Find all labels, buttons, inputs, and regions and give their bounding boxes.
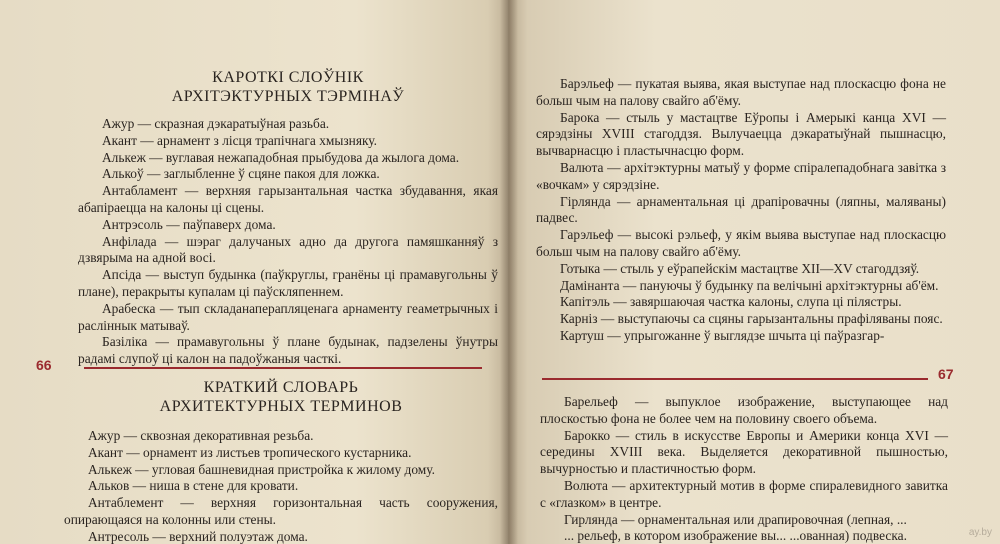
dictionary-entry: Волюта — архитектурный мотив в форме спиралевидного завитка с «глазком» в центре. — [540, 477, 948, 510]
page-separator-line — [84, 367, 482, 369]
page-number: 66 — [36, 357, 52, 373]
dictionary-entry: Алькеж — угловая башневидная пристройка к жилому дому. — [88, 461, 435, 477]
section-title-line-1: КАРОТКІ СЛОЎНІК — [212, 69, 364, 86]
dictionary-entry: ... рельеф, в котором изображение вы... ...ованная) подвеска. — [564, 528, 907, 544]
dictionary-entry: Алькеж — вуглавая нежападобная прыбудова да жылога дома. — [102, 149, 460, 165]
dictionary-entry: Антресоль — верхний полуэтаж дома. — [88, 528, 308, 544]
dictionary-entry: Готыка — стыль у еўрапейскім мастацтве XII—XV стагоддзяў. — [560, 260, 920, 276]
dictionary-entry: Антаблемент — верхняя горизонтальная часть сооружения, опирающаяся на колонны или стены. — [64, 495, 498, 527]
dictionary-entry: Антабламент — верхняя гарызантальная частка збудавання, якая абапіраецца на калоны ці сцены. — [78, 183, 498, 215]
dictionary-entry: Капітэль — завяршаючая частка калоны, слупа ці пілястры. — [560, 294, 902, 310]
dictionary-entry: Анфілада — шэраг далучаных адно да другога памяшканняў з дзвярыма на адной восі. — [78, 233, 498, 266]
dictionary-entry: Апсіда — выступ будынка (паўкруглы, гранёны ці прамавугольны ў плане), перакрыты купалам ці паўскляпеннем. — [78, 267, 498, 299]
dictionary-entry: Ажур — сквозная декоративная резьба. — [88, 428, 314, 443]
dictionary-entry: Антрэсоль — паўпаверх дома. — [102, 216, 276, 232]
dictionary-entry: Алькоў — заглыбленне ў сцяне пакоя для ложка. — [102, 166, 380, 182]
dictionary-entry: Гарэльеф — высокі рэльеф, у якім выява выступае над плоскасцю больш чым на палову свайго аб'ёму. — [536, 227, 946, 259]
dictionary-entry: Акант — орнамент из листьев тропического кустарника. — [88, 444, 412, 460]
russian-dictionary-section — [64, 378, 498, 544]
dictionary-entry: Барокко — стиль в искусстве Европы и Америки конца XVI — середины XVIII века. Выделяется декоративной пышностью, вычурностью и пластичностью форм. — [540, 427, 948, 477]
watermark: ay.by — [968, 527, 992, 538]
dictionary-entry: Валюта — архітэктурны матыў у форме спіралепадобнага завітка з «вочкам» у сярэдзіне. — [536, 159, 946, 192]
dictionary-entry: Гирлянда — орнаментальная или драпировочная (лепная, ... — [564, 511, 907, 527]
belarusian-dictionary-section — [78, 68, 498, 368]
dictionary-entry: Барока — стыль у мастацтве Еўропы і Амерыкі канца XVI — сярэдзіны XVIII стагоддзя. Вылучаецца дэкаратыўнай пышнасцю, вычварнасцю і пластычнасцю форм. — [536, 109, 946, 159]
dictionary-entry: Карніз — выступаючы са сцяны гарызантальны прафіляваны пояс. — [560, 311, 943, 327]
belarusian-dictionary-continued — [536, 76, 946, 345]
page-separator-line — [542, 378, 928, 380]
dictionary-entry: Дамінанта — пануючы ў будынку па велічыні архітэктурны аб'ём. — [560, 277, 939, 293]
dictionary-entry: Арабеска — тып складанаперапляценага арнаменту геаметрычных і расліннык матываў. — [78, 300, 498, 333]
dictionary-entry: Акант — арнамент з лісця трапічнага хмызняку. — [102, 132, 377, 148]
dictionary-entry: Барельеф — выпуклое изображение, выступающее над плоскостью фона не более чем на половину своего объема. — [540, 394, 948, 426]
section-title-line-2: АРХИТЕКТУРНЫХ ТЕРМИНОВ — [159, 398, 403, 415]
right-page — [508, 0, 1000, 544]
dictionary-entry: Ажур — скразная дэкаратыўная разьба. — [102, 116, 330, 131]
dictionary-entry: Картуш — упрыгожанне ў выглядзе шчыта ці паўразгар- — [560, 327, 885, 343]
russian-dictionary-continued — [540, 394, 948, 544]
section-title-line-2: АРХІТЭКТУРНЫХ ТЭРМІНАЎ — [171, 88, 405, 105]
dictionary-entry: Гірлянда — арнаментальная ці драпіровачны (ляпны, маляваны) падвес. — [536, 193, 946, 226]
dictionary-entry: Базіліка — прамавугольны ў плане будынак, падзелены ўнутры радамі слупоў ці калон на падоўжаныя часткі. — [78, 334, 498, 367]
page-number: 67 — [938, 366, 954, 382]
section-title-line-1: КРАТКИЙ СЛОВАРЬ — [203, 379, 359, 396]
dictionary-entry: Барэльеф — пукатая выява, якая выступае над плоскасцю фона не больш чым на палову свайго аб'ёму. — [536, 76, 946, 108]
book-gutter — [500, 0, 518, 544]
dictionary-entry: Альков — ниша в стене для кровати. — [88, 478, 299, 494]
